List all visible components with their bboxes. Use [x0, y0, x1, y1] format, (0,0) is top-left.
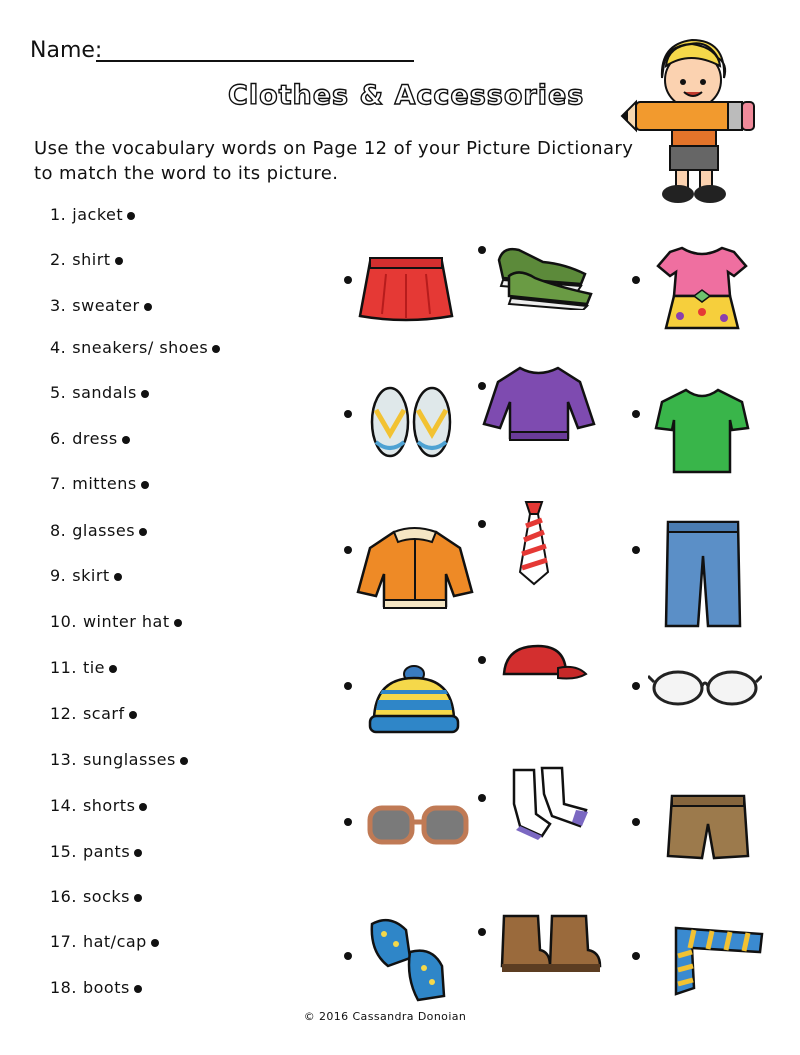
word-item	[50, 296, 152, 315]
page-title: Clothes & Accessories	[228, 80, 585, 111]
word-match-dot[interactable]	[139, 528, 147, 536]
word-match-dot[interactable]	[144, 303, 152, 311]
word-number: 2.	[50, 250, 67, 269]
picture-match-dot[interactable]	[478, 928, 486, 936]
kid-with-pencil-illustration	[620, 30, 760, 210]
picture-match-dot[interactable]	[344, 952, 352, 960]
word-number: 5.	[50, 383, 67, 402]
word-label: scarf	[82, 704, 125, 723]
word-item	[50, 521, 147, 540]
picture-match-dot[interactable]	[632, 818, 640, 826]
word-number: 1.	[50, 205, 67, 224]
picture-match-dot[interactable]	[478, 520, 486, 528]
word-number: 18.	[50, 978, 77, 997]
picture-match-dot[interactable]	[632, 276, 640, 284]
word-label: jacket	[72, 205, 124, 224]
word-number: 11.	[50, 658, 77, 677]
picture-match-dot[interactable]	[632, 546, 640, 554]
glasses-picture[interactable]	[648, 666, 762, 710]
word-number: 6.	[50, 429, 67, 448]
skirt-picture[interactable]	[356, 254, 456, 324]
word-match-dot[interactable]	[114, 573, 122, 581]
picture-match-dot[interactable]	[344, 546, 352, 554]
word-label: glasses	[72, 521, 136, 540]
word-item	[50, 796, 147, 815]
picture-match-dot[interactable]	[344, 818, 352, 826]
word-match-dot[interactable]	[174, 619, 182, 627]
word-number: 16.	[50, 887, 77, 906]
picture-match-dot[interactable]	[632, 410, 640, 418]
mittens-picture[interactable]	[366, 916, 462, 1002]
word-label: winter hat	[82, 612, 170, 631]
word-label: socks	[82, 887, 130, 906]
word-number: 7.	[50, 474, 67, 493]
instructions-line-2: to match the word to its picture.	[34, 163, 339, 184]
word-number: 12.	[50, 704, 77, 723]
picture-match-dot[interactable]	[478, 246, 486, 254]
shirt-picture[interactable]	[654, 384, 750, 476]
picture-match-dot[interactable]	[478, 794, 486, 802]
word-item	[50, 205, 135, 224]
word-number: 8.	[50, 521, 67, 540]
word-label: sandals	[72, 383, 137, 402]
word-item	[50, 887, 142, 906]
word-label: skirt	[72, 566, 110, 585]
pants-picture[interactable]	[660, 516, 746, 628]
socks-picture[interactable]	[506, 764, 596, 842]
sweater-picture[interactable]	[480, 362, 598, 446]
picture-match-dot[interactable]	[344, 276, 352, 284]
word-number: 14.	[50, 796, 77, 815]
scarf-picture[interactable]	[658, 922, 764, 1002]
boots-picture[interactable]	[496, 906, 606, 976]
word-label: boots	[82, 978, 130, 997]
word-match-dot[interactable]	[134, 849, 142, 857]
word-label: hat/cap	[82, 932, 147, 951]
word-match-dot[interactable]	[134, 985, 142, 993]
word-item	[50, 658, 117, 677]
word-item	[50, 978, 142, 997]
word-label: shorts	[82, 796, 136, 815]
word-match-dot[interactable]	[141, 481, 149, 489]
shorts-picture[interactable]	[666, 790, 750, 862]
word-match-dot[interactable]	[115, 257, 123, 265]
word-match-dot[interactable]	[180, 757, 188, 765]
picture-match-dot[interactable]	[632, 952, 640, 960]
word-item	[50, 704, 137, 723]
picture-match-dot[interactable]	[344, 410, 352, 418]
word-number: 4.	[50, 338, 67, 357]
name-label: Name:	[30, 38, 103, 63]
word-match-dot[interactable]	[212, 345, 220, 353]
word-item	[50, 338, 220, 357]
word-item	[50, 383, 149, 402]
word-match-dot[interactable]	[151, 939, 159, 947]
word-label: sunglasses	[82, 750, 176, 769]
instructions-line-1: Use the vocabulary words on Page 12 of your Picture Dictionary	[34, 138, 634, 159]
word-label: pants	[82, 842, 131, 861]
word-item	[50, 750, 188, 769]
word-label: dress	[72, 429, 118, 448]
word-match-dot[interactable]	[129, 711, 137, 719]
sunglasses-picture[interactable]	[366, 802, 470, 848]
word-number: 15.	[50, 842, 77, 861]
cap-picture[interactable]	[496, 640, 588, 690]
word-item	[50, 474, 149, 493]
word-label: sneakers/ shoes	[72, 338, 209, 357]
word-label: mittens	[72, 474, 137, 493]
word-number: 10.	[50, 612, 77, 631]
winter-hat-picture[interactable]	[366, 664, 462, 736]
word-item	[50, 250, 123, 269]
word-number: 9.	[50, 566, 67, 585]
word-item	[50, 842, 142, 861]
dress-picture[interactable]	[654, 242, 750, 332]
word-match-dot[interactable]	[127, 212, 135, 220]
jacket-picture[interactable]	[356, 522, 474, 614]
word-number: 13.	[50, 750, 77, 769]
word-number: 3.	[50, 296, 67, 315]
picture-match-dot[interactable]	[344, 682, 352, 690]
word-match-dot[interactable]	[141, 390, 149, 398]
word-label: shirt	[72, 250, 111, 269]
sneakers-picture[interactable]	[495, 240, 595, 310]
word-match-dot[interactable]	[134, 894, 142, 902]
word-number: 17.	[50, 932, 77, 951]
picture-match-dot[interactable]	[632, 682, 640, 690]
word-match-dot[interactable]	[109, 665, 117, 673]
tie-picture[interactable]	[514, 500, 554, 586]
word-item	[50, 932, 159, 951]
word-match-dot[interactable]	[139, 803, 147, 811]
word-label: tie	[82, 658, 106, 677]
picture-match-dot[interactable]	[478, 656, 486, 664]
word-item	[50, 566, 122, 585]
word-label: sweater	[72, 296, 140, 315]
word-item	[50, 612, 182, 631]
sandals-picture[interactable]	[368, 384, 456, 462]
copyright: © 2016 Cassandra Donoian	[303, 1010, 467, 1023]
word-item	[50, 429, 130, 448]
word-match-dot[interactable]	[122, 436, 130, 444]
word-list	[0, 0, 260, 1000]
